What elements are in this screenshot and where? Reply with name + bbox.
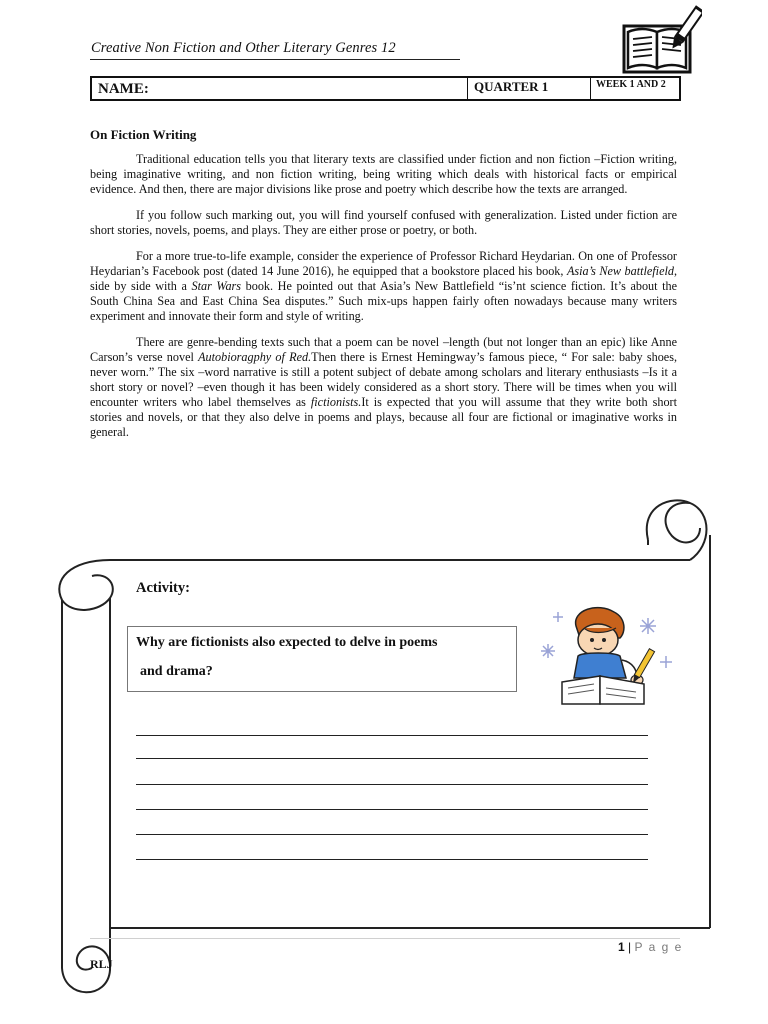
author-initials: RLJ	[90, 957, 113, 971]
section-heading: On Fiction Writing	[90, 127, 197, 142]
term-fictionists: fictionists.	[310, 395, 362, 409]
answer-line[interactable]	[136, 735, 648, 736]
quarter-label: QUARTER 1	[474, 79, 549, 94]
book-title-star-wars: Star Wars	[191, 279, 242, 293]
paragraph-2: If you follow such marking out, you will find yourself confused with generalization. Listed under fiction are short stories, novels, poems, and plays. They are either prose or poetry, or both.	[90, 208, 677, 237]
book-title-asias-new-battlefield: Asia’s New battlefield	[566, 264, 674, 278]
week-label: WEEK 1 AND 2	[596, 79, 666, 90]
question-line-1: Why are fictionists also expected to delve in poems	[136, 635, 438, 650]
name-label: NAME:	[98, 81, 149, 97]
paragraph-3-text-e: book. He pointed out that Asia’s New Battlefield “is’nt science fiction. It’s about the South China Sea and East China Sea disputes.” Such mix-ups happen fairly often nowadays because many writers experiment and innovate their form and style of writing.	[90, 279, 678, 323]
page-number	[618, 940, 683, 954]
student-info-table	[90, 76, 681, 101]
quarter-cell	[468, 78, 591, 99]
paragraph-3-text-c: , side by side with a	[90, 264, 678, 293]
paragraph-3	[90, 249, 677, 324]
paragraph-4-text-e: It is expected that you will assume that they write both short stories and novels, or that they also delve in poems and plays, because all four are fictional or imaginative works in general.	[90, 395, 677, 439]
paragraph-3-text-a: For a more true-to-life example, consider the experience of Professor Richard Heydarian. On one of Professor Heydarian’s Facebook post (dated 14 June 2016), he equipped that a bookstore placed his book,	[90, 249, 677, 278]
open-book-pencil-icon	[620, 4, 702, 76]
answer-line[interactable]	[136, 784, 648, 785]
paragraph-4-text-c: Then there is Ernest Hemingway’s famous piece, “ For sale: baby shoes, never worn.” The six –word narrative is still a potent subject of debate among scholars and literary enthusiasts –Is it a short story or novel? –even though it has been widely considered as a short story. There will be times when you will encounter writers who label themselves as	[90, 350, 677, 409]
paragraph-1: Traditional education tells you that literary texts are classified under fiction and non fiction –Fiction writing, being imaginative writing, and non fiction writing, being writing which deals with historical facts or empirical evidence. And then, there are major divisions like prose and poetry which describe how the texts are arranged.	[90, 152, 677, 196]
page-separator: |	[624, 940, 635, 954]
footer-rule	[90, 938, 680, 939]
paragraph-4	[90, 335, 677, 440]
question-line-2: and drama?	[140, 664, 213, 679]
answer-line[interactable]	[136, 859, 648, 860]
body-text	[90, 152, 677, 440]
answer-line[interactable]	[136, 758, 648, 759]
course-title: Creative Non Fiction and Other Literary Genres 12	[91, 40, 396, 56]
book-title-autobiography-of-red: Autobioragphy of Red.	[198, 350, 312, 364]
question-box	[127, 626, 517, 692]
paragraph-4-text-a: There are genre-bending texts such that a poem can be novel –length (but not longer than an epic) like Anne Carson’s verse novel	[90, 335, 677, 364]
activity-label: Activity:	[136, 580, 190, 596]
page-word: P a g e	[634, 940, 683, 954]
student-writing-icon	[540, 604, 680, 706]
week-cell	[591, 78, 679, 99]
answer-line[interactable]	[136, 834, 648, 835]
answer-line[interactable]	[136, 809, 648, 810]
page-number-value: 1	[618, 940, 625, 954]
name-cell[interactable]	[92, 78, 468, 99]
course-title-underline	[90, 59, 460, 60]
